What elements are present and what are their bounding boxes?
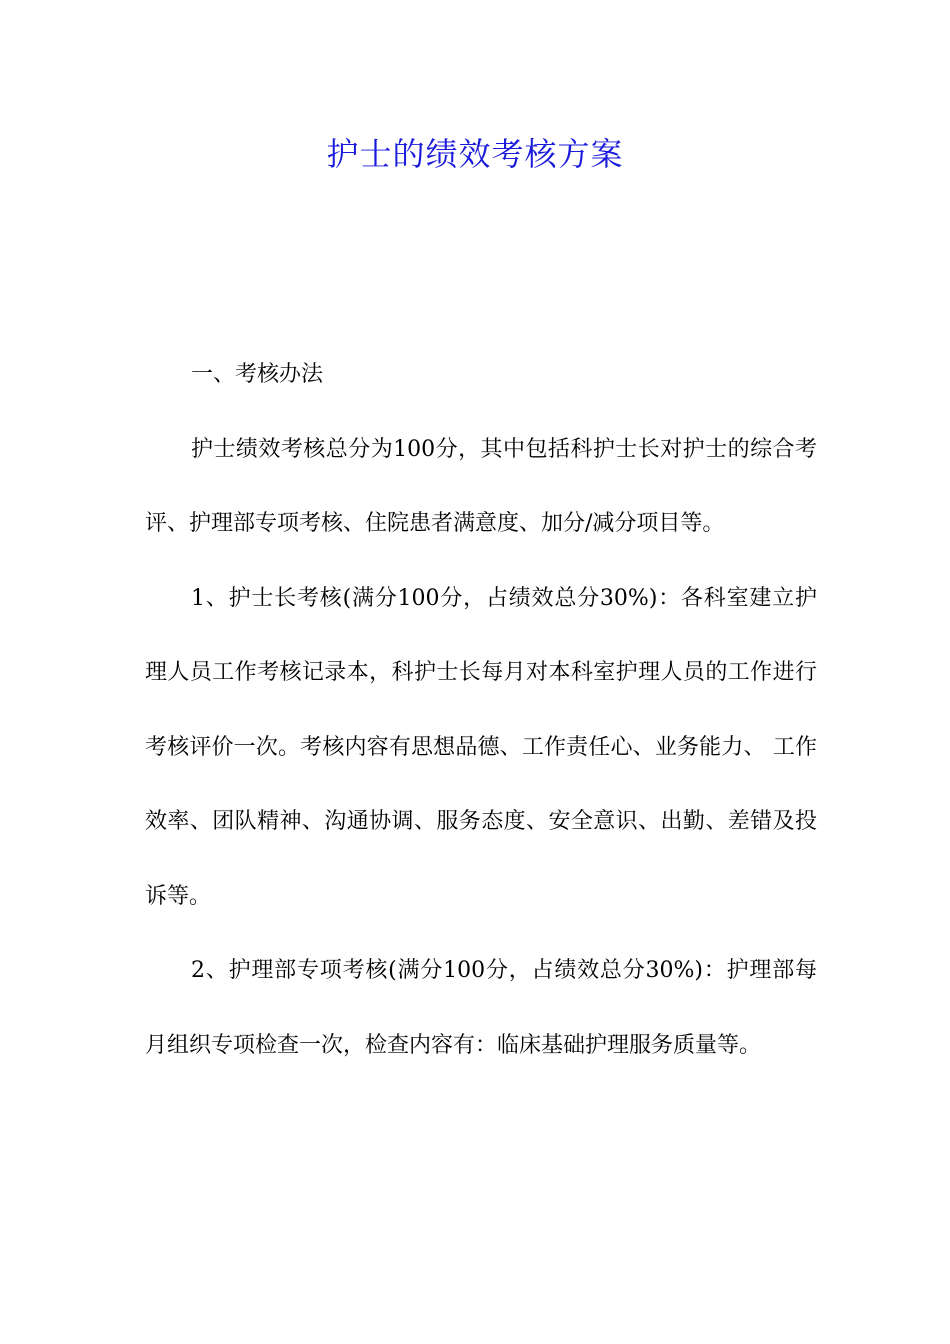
- section-heading: 一、考核办法: [191, 362, 324, 387]
- paragraph-head-nurse-assessment: 1、护士长考核(满分100分，占绩效总分30%)：各科室建立护理人员工作考核记录本，科护士长每月对本科室护理人员的工作进行考核评价一次。考核内容有思想品德、工作责任心、业务能力、 工作效率、团队精神、沟通协调、服务态度、安全意识、出勤、差错及投诉等。: [145, 585, 817, 909]
- paragraph-nursing-dept-assessment: 2、护理部专项考核(满分100分，占绩效总分30%)：护理部每月组织专项检查一次，检查内容有：临床基础护理服务质量等。: [145, 958, 817, 1058]
- document-body: [145, 338, 817, 1083]
- document-title: 护士的绩效考核方案: [326, 135, 624, 173]
- paragraph-overview: 护士绩效考核总分为100分，其中包括科护士长对护士的综合考评、护理部专项考核、住院患者满意度、加分/减分项目等。: [145, 436, 817, 536]
